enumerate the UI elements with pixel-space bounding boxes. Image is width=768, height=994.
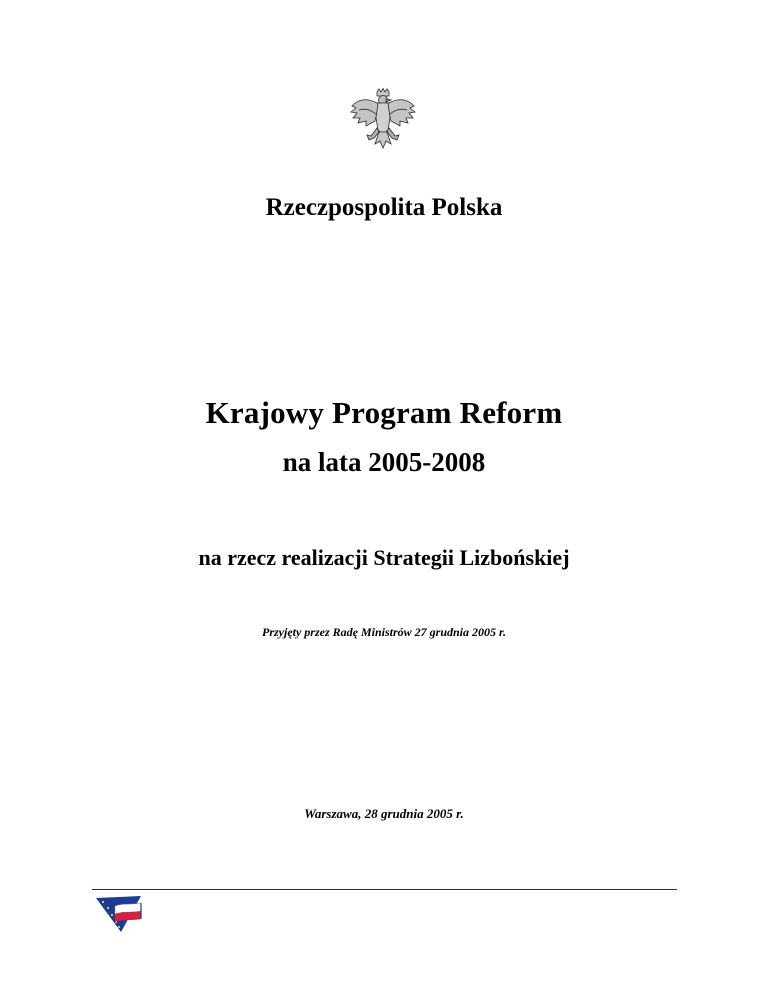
country-name: Rzeczpospolita Polska [265,194,503,221]
place-and-date: Warszawa, 28 grudnia 2005 r. [304,806,464,821]
document-title: Krajowy Program Reform [205,395,563,430]
adoption-note: Przyjęty przez Radę Ministrów 27 grudnia 2005 r. [261,625,507,639]
polish-eagle-emblem-icon [349,88,417,150]
document-subtitle: na rzecz realizacji Strategii Lizbońskiej [198,545,570,570]
document-years: na lata 2005-2008 [282,447,486,477]
poland-eu-flag-logo-icon [95,892,151,934]
footer-divider [92,889,677,890]
